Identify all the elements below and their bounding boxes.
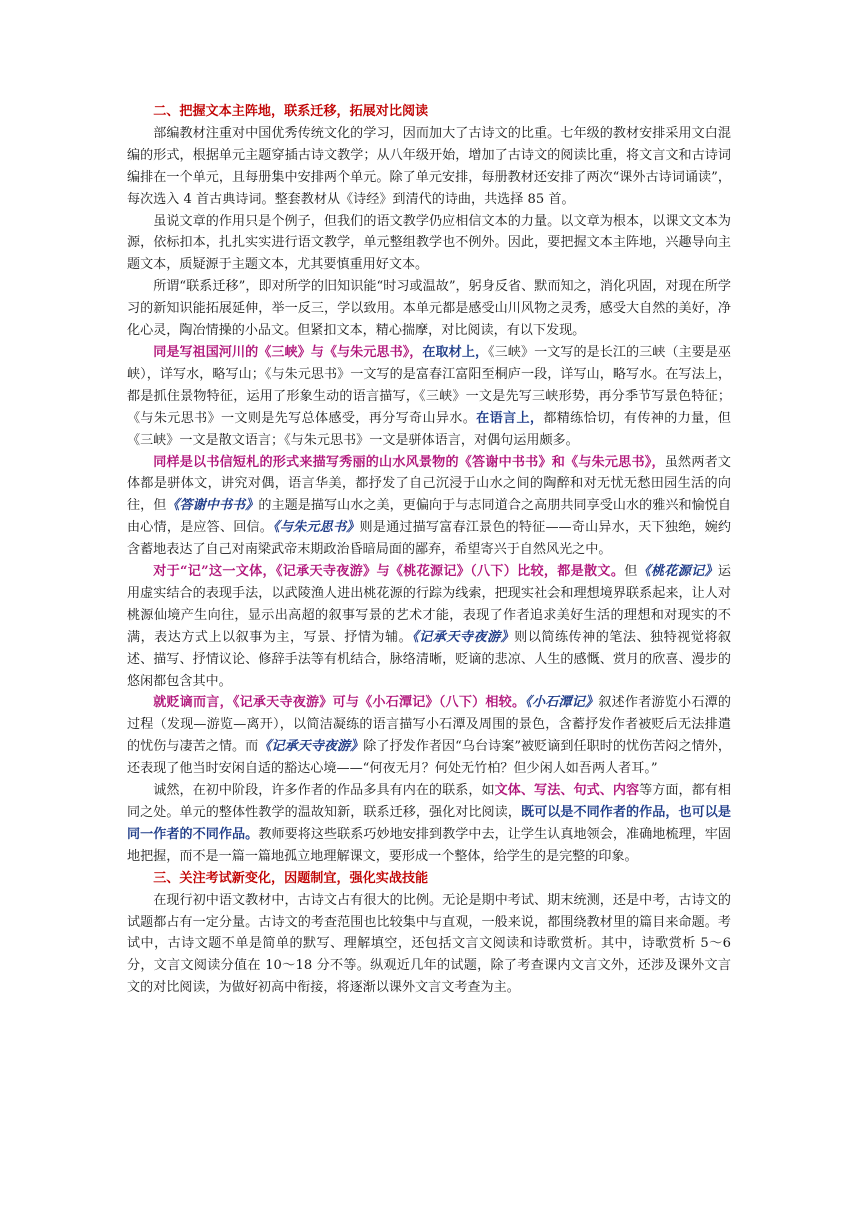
document-body (127, 101, 731, 999)
body-text: 诚然，在初中阶段，许多作者的作品多具有内在的联系，如 (153, 783, 495, 799)
paragraph-3: 所谓“联系迁移”，即对所学的旧知识能“时习或温故”，躬身反省、默而知之，消化巩固，对现在所学习的新知识能拓展延伸，举一反三，学以致用。本单元都是感受山川风物之灵秀，感受大自然的美好，净化心灵，陶冶情操的小品文。但紧扣文本，精心揣摩，对比阅读，有以下发现。 (127, 279, 731, 339)
body-text: 但 (624, 564, 638, 580)
highlight-text: 《记承天寺夜游》 (258, 739, 364, 755)
paragraph-1: 部编教材注重对中国优秀传统文化的学习，因而加大了古诗文的比重。七年级的教材安排采用文白混编的形式，根据单元主题穿插古诗文教学；从八年级开始，增加了古诗文的阅读比重，将文言文和古诗词编排在一个单元，且每册集中安排两个单元。除了单元安排，每册教材还安排了两次“课外古诗词诵读”，每次选入 4 首古典诗词。整套教材从《诗经》到清代的诗曲，共选择 85 首。 (127, 125, 731, 207)
paragraph-9: 在现行初中语文教材中，古诗文占有很大的比例。无论是期中考试、期末统测，还是中考，古诗文的试题都占有一定分量。古诗文的考查范围也比较集中与直观，一般来说，都围绕教材里的篇目来命题。考试中，古诗文题不单是简单的默写、理解填空，还包括文言文阅读和诗歌赏析。其中，诗歌赏析 5～6 分，文言文阅读分值在 10～18 分不等。纵观近几年的试题，除了考查课内文言文外，还涉及课外文言文的对比阅读，为做好初高中衔接，将逐渐以课外文言文考查为主。 (127, 892, 731, 996)
body-text: 《三峡》一文写的是长江的三峡（主要是巫峡），详写水，略写山；《与朱元思书》一文写的是富春江富阳至桐庐一段，详写山，略写水。在写法上，都是抓住景物特征，运用了形象生动的语言描写，《三峡》一文是先写三峡形势，再分季节写景色特征；《与朱元思书》一文则是先写总体感受，再分写奇山异水。 (127, 344, 732, 426)
highlight-text: 既可以是不同作者的作品，也可以是同一作者的不同作品。 (127, 805, 731, 842)
body-text: 除了抒发作者因“乌台诗案”被贬谪到任职时的忧伤苦闷之情外，还表现了他当时安闲自适的豁达心境——“何夜无月？何处无竹柏？但少闲人如吾两人者耳。” (127, 739, 732, 777)
highlight-text: 在语言上， (476, 410, 544, 426)
paragraph-6 (127, 561, 731, 692)
highlight-text: 同样是以书信短札的形式来描写秀丽的山水风景物的《答谢中书书》和《与朱元思书》， (153, 454, 665, 470)
highlight-text: 就贬谪而言，《记承天寺夜游》可与《小石潭记》（八下）相较。 (153, 695, 526, 711)
highlight-text: 《桃花源记》 (637, 564, 718, 580)
paragraph-5 (127, 452, 731, 562)
body-text: 教师要将这些联系巧妙地安排到教学中去，让学生认真地领会，准确地梳理，牢固地把握，而不是一篇一篇地孤立地理解课文，要形成一个整体，给学生的是完整的印象。 (127, 826, 731, 864)
body-text: 则是通过描写富春江景色的特征——奇山异水，天下独绝，婉约含蓄地表达了自己对南梁武帝末期政治昏暗局面的鄙弃，希望寄兴于自然风光之中。 (127, 520, 732, 558)
paragraph-2: 虽说文章的作用只是个例子，但我们的语文教学仍应相信文本的力量。以文章为根本，以课文文本为源，依标扣本，扎扎实实进行语文教学，单元整组教学也不例外。因此，要把握文本主阵地，兴趣导向主题文本，质疑源于主题文本，尤其要慎重用好文本。 (127, 213, 731, 273)
body-text: 运用虚实结合的表现手法，以武陵渔人进出桃花源的行踪为线索，把现实社会和理想境界联系起来，让人对桃源仙境产生向往，显示出高超的叙事写景的艺术才能，表现了作者追求美好生活的理想和对现实的不满，表达方式上以叙事为主，写景、抒情为辅。 (127, 564, 732, 645)
body-text: 的主题是描写山水之美，更偏向于与志同道合之高朋共同享受山水的雅兴和愉悦自由心情，是应答、回信。 (127, 498, 732, 536)
body-text: 则以简练传神的笔法、独特视觉将叙述、描写、抒情议论、修辞手法等有机结合，脉络清晰，贬谪的悲凉、人生的感慨、赏月的欣喜、漫步的悠闲都包含其中。 (127, 629, 732, 689)
body-text: 虽然两者文体都是骈体文，讲究对偶，语言华美，都抒发了自己沉浸于山水之间的陶醉和对无忧无愁田园生活的向往，但 (127, 454, 732, 514)
highlight-text: 《小石潭记》 (525, 695, 599, 711)
section-heading-3: 三、关注考试新变化，因题制宜，强化实战技能 (153, 870, 429, 886)
highlight-text: 同是写祖国河川的《三峡》与《与朱元思书》， (153, 344, 423, 360)
highlight-text: 《答谢中书书》 (166, 498, 259, 514)
paragraph-7 (127, 692, 731, 780)
highlight-text: 《与朱元思书》 (273, 520, 360, 536)
highlight-text: 对于“记”这一文体，《记承天寺夜游》与《桃花源记》（八下）比较，都是散文。 (153, 564, 625, 580)
paragraph-8 (127, 780, 731, 868)
body-text: 叙述作者游览小石潭的过程（发现—游览—离开），以简洁凝练的语言描写小石潭及周围的景色，含蓄抒发作者被贬后无法排遣的忧伤与凄苦之情。而 (127, 695, 731, 755)
highlight-text: 文体、写法、句式、内容 (494, 783, 640, 799)
highlight-text: 《记承天寺夜游》 (412, 629, 515, 645)
body-text: 等方面，都有相同之处。单元的整体性教学的温故知新，联系迁移，强化对比阅读， (127, 783, 732, 820)
paragraph-4 (127, 342, 731, 452)
highlight-text: 在取材上， (422, 344, 489, 360)
section-heading-2: 二、把握文本主阵地，联系迁移，拓展对比阅读 (153, 104, 429, 119)
body-text: 都精练恰切，有传神的力量，但《三峡》一文是散文语言；《与朱元思书》一文是骈体语言，对偶句运用颇多。 (127, 410, 732, 448)
